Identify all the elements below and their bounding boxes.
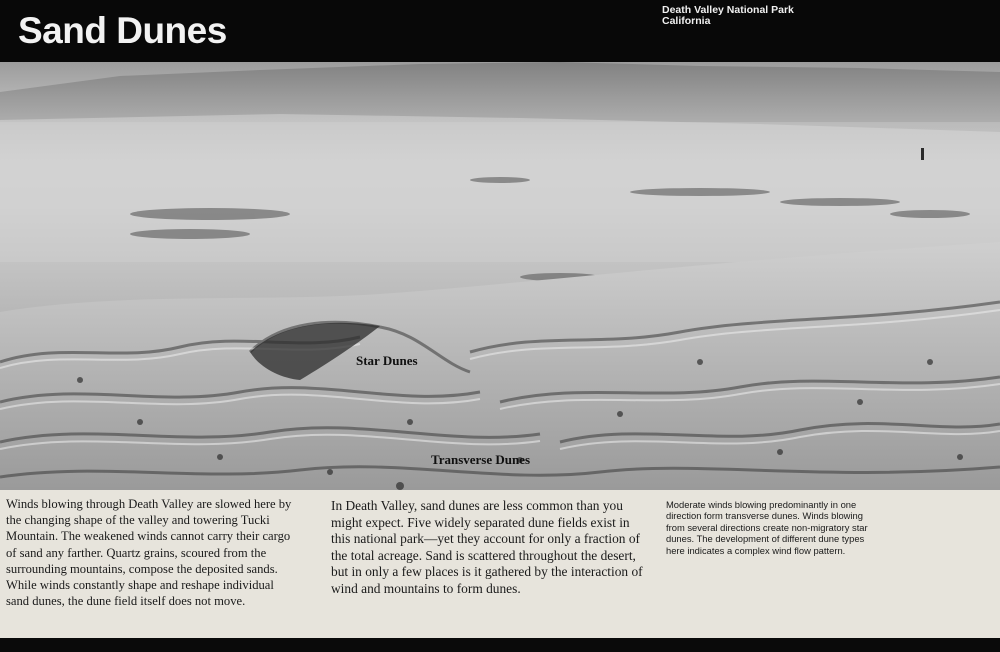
- park-name: [662, 5, 794, 27]
- header-bar: [0, 0, 1000, 68]
- footer-bar: [0, 638, 1000, 652]
- text-column-left: Winds blowing through Death Valley are slowed here by the changing shape of the valley and towering Tucki Mountain. The weakened winds cannot carry their cargo of sand any farther. Quartz grains, scoured from the surrounding mountains, compose the deposited sands. While winds constantly shape and reshape individual sand dunes, the dune field itself does not move.: [6, 497, 292, 609]
- page-title: Sand Dunes: [18, 10, 227, 51]
- text-column-right: Moderate winds blowing predominantly in one direction form transverse dunes. Winds blowing from several directions create non-migratory star dunes. The development of different dune types here indicates a complex wind flow pattern.: [666, 499, 868, 556]
- text-panel: [0, 490, 1000, 638]
- dune-landscape-illustration: [0, 62, 1000, 490]
- park-name-line: Death Valley National Park: [662, 4, 794, 16]
- transverse-dunes-label: Transverse Dunes: [431, 452, 531, 467]
- star-dunes-label: Star Dunes: [356, 353, 418, 368]
- text-column-middle: In Death Valley, sand dunes are less common than you might expect. Five widely separated dune fields exist in this national park—yet they account for only a fraction of the total acreage. Sand is scattered throughout the desert, but in only a few places is it gathered by the interaction of wind and mountains to form dunes.: [331, 498, 643, 596]
- park-state-line: California: [662, 15, 711, 27]
- dune-photograph: [0, 62, 1000, 490]
